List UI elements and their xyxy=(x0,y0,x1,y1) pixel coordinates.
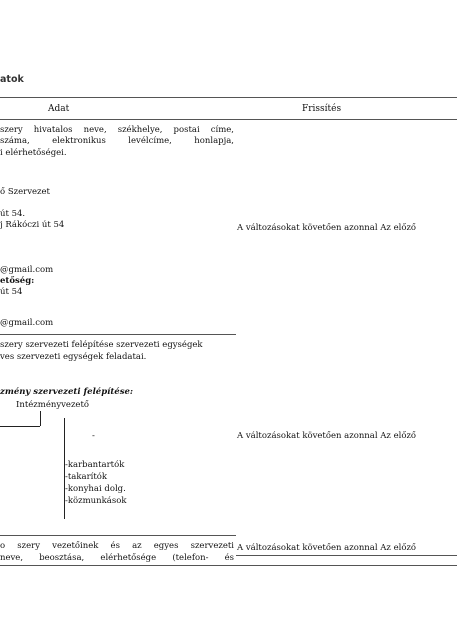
email-text: @gmail.com xyxy=(0,318,54,328)
address-line: út 54 xyxy=(0,287,23,297)
row2-adat-line: ves szervezeti egységek feladatai. xyxy=(0,352,147,362)
org-unit: -közmunkások xyxy=(65,496,127,506)
row1-adat-line: száma, elektronikus levélcíme, honlapja, xyxy=(0,136,234,146)
row3-adat-line: o szery vezetőinek és az egyes szervezeti xyxy=(0,541,234,551)
column-header-frissites: Frissítés xyxy=(302,104,342,114)
row1-adat-line: i elérhetőségei. xyxy=(0,148,67,158)
row1-frissites: A változásokat követően azonnal Az előző xyxy=(237,223,417,233)
section-heading: atok xyxy=(0,74,24,85)
org-unit: -karbantartók xyxy=(65,460,125,470)
address-line: út 54. xyxy=(0,209,26,219)
column-header-adat: Adat xyxy=(48,104,70,114)
row2-bottom-border xyxy=(0,535,236,536)
table-top-border xyxy=(0,97,457,98)
org-chart-connector-horizontal xyxy=(0,426,40,427)
row2-frissites: A változásokat követően azonnal Az előző xyxy=(237,431,417,441)
row3-adat-line: neve, beosztása, elérhetősége (telefon- és xyxy=(0,553,234,563)
org-unit: -takarítók xyxy=(65,472,108,482)
org-unit: -konyhai dolg. xyxy=(65,484,126,494)
row2-adat-line: szery szervezeti felépítése szervezeti egységek xyxy=(0,340,203,350)
row1-bottom-border xyxy=(0,334,236,335)
row3-frissites-rule xyxy=(236,555,457,556)
org-chart-head: Intézményvezető xyxy=(16,400,89,410)
address-line: j Rákóczi út 54 xyxy=(0,220,65,230)
row3-bottom-border xyxy=(0,565,457,566)
contact-label: etőség: xyxy=(0,276,35,286)
org-chart-dash: - xyxy=(92,431,95,441)
org-chart-connector-vertical xyxy=(40,411,41,426)
row1-adat-line: szery hivatalos neve, székhelye, postai címe, xyxy=(0,125,234,135)
org-chart-heading: zmény szervezeti felépítése: xyxy=(0,387,134,397)
row3-frissites: A változásokat követően azonnal Az előző xyxy=(237,543,417,553)
org-name: ő Szervezet xyxy=(0,187,50,197)
email-text: @gmail.com xyxy=(0,265,54,275)
header-bottom-border xyxy=(0,119,457,120)
